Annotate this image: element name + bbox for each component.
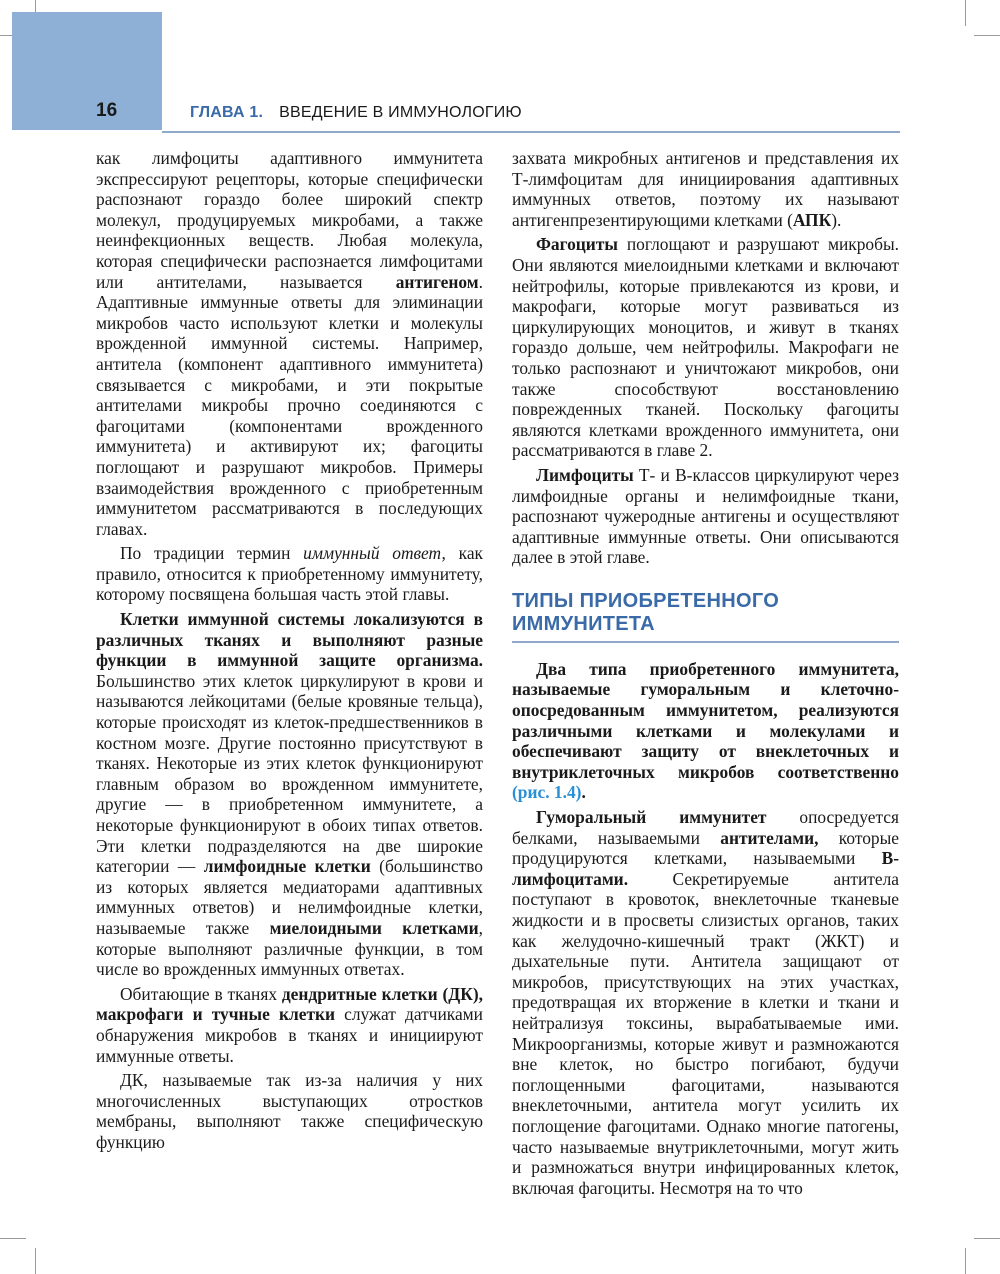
paragraph: Обитающие в тканях дендритные клетки (ДК), макрофаги и тучные клетки служат датчиками обнаружения микробов в тканях и инициируют иммунные ответы.	[96, 983, 483, 1066]
paragraph: захвата микробных антигенов и представления их Т-лимфоцитам для инициирования адаптивных иммунных ответов, поэтому их называют антигенпрезентирующими клетками (АПК).	[512, 148, 899, 230]
paragraph: По традиции термин иммунный ответ, как правило, относится к приобретенному иммунитету, которому посвящена большая часть этой главы.	[96, 543, 484, 605]
section-title-line: ИММУНИТЕТА	[512, 612, 655, 635]
paragraph: Гуморальный иммунитет опосредуется белками, называемыми антителами, которые продуцируются клетками, называемыми В-лимфоцитами. Секретируемые антитела поступают в кровоток, внеклеточные тканевые жидкости и в просветы слизистых органов, таких как желудочно-кишечный тракт (ЖКТ) и дыхательные пути. Антитела защищают от микробов, присутствующих на этих участках, предотвращая их вторжение в клетки и ткани и нейтрализуя токсины, вырабатываемые ими. Микроорганизмы, которые живут и размножаются вне клеток, но быстро погибают, будучи поглощенными фагоцитами, называются внеклеточными, антитела могут усилить их поглощение фагоцитами. Однако многие патогены, часто называемые внутриклеточными, могут жить и размножаться внутри инфицированных клеток, включая фагоциты. Несмотря на то что	[512, 807, 899, 1198]
crop-mark	[965, 1248, 966, 1274]
paragraph: Фагоциты поглощают и разрушают микробы. Они являются миелоидными клетками и включают нейтрофилы, которые привлекаются из крови, и макрофаги, которые могут развиваться из циркулирующих моноцитов, и живут в тканях гораздо дольше, чем нейтрофилы. Макрофаги не только распознают и уничтожают микробов, они также способствуют восстановлению поврежденных тканей. Поскольку фагоциты являются клетками врожденного иммунитета, они рассматриваются в главе 2.	[512, 234, 899, 461]
figure-reference-link[interactable]: (рис. 1.4)	[512, 782, 582, 803]
header-color-block	[12, 12, 162, 130]
section-title-line: ТИПЫ ПРИОБРЕТЕННОГО	[512, 589, 780, 612]
paragraph: Клетки иммунной системы локализуются в различных тканях и выполняют разные функции в иммунной защите организма. Большинство этих клеток циркулируют в крови и называются лейкоцитами (белые кровяные тельца), которые происходят из клеток-предшественников в костном мозге. Другие постоянно присутствуют в тканях. Некоторые из этих клеток функционируют главным образом во врожденном иммунитете, другие — в приобретенном иммунитете, а некоторые функционируют в обоих типах ответов. Эти клетки подразделяются на две широкие категории — лимфоидные клетки (большинство из которых является медиаторами адаптивных иммунных ответов) и нелимфоидные клетки, называемые также миелоидными клетками, которые выполняют различные функции, в том числе во врожденных иммунных ответах.	[96, 609, 483, 980]
paragraph: Лимфоциты Т- и В-классов циркулируют через лимфоидные органы и нелимфоидные ткани, распознают чужеродные антигены и осуществляют адаптивные иммунные ответы. Они описываются далее в этой главе.	[512, 464, 899, 568]
right-column	[512, 148, 899, 1198]
paragraph: Два типа приобретенного иммунитета, называемые гуморальным и клеточно-опосредованным иммунитетом, реализуются различными клетками и молекулами и обеспечивают защиту от внеклеточных и внутриклеточных микробов соответственно (рис. 1.4).	[512, 658, 899, 803]
page-number: 16	[96, 100, 118, 121]
crop-mark	[965, 0, 966, 26]
section-rule	[512, 641, 899, 643]
running-header	[190, 104, 522, 122]
chapter-title: ВВЕДЕНИЕ В ИММУНОЛОГИЮ	[279, 104, 522, 121]
crop-mark	[974, 1238, 1000, 1239]
paragraph: ДК, называемые так из-за наличия у них многочисленных выступающих отростков мембраны, выполняют также специфическую функцию	[96, 1070, 483, 1152]
section-heading	[512, 590, 899, 643]
crop-mark	[35, 1248, 36, 1274]
left-column	[96, 148, 483, 1153]
paragraph: как лимфоциты адаптивного иммунитета экспрессируют рецепторы, которые специфически распознают гораздо более широкий спектр молекул, продуцируемых микробами, а также неинфекционных веществ. Любая молекула, которая специфически распознается лимфоцитами или антителами, называется антигеном. Адаптивные иммунные ответы для элиминации микробов часто используют клетки и молекулы врожденной иммунной системы. Например, антитела (компонент адаптивного иммунитета) связывается с микробами, и эти покрытые антителами микробы прочно соединяются с фагоцитами (компонентами врожденного иммунитета) и активируют их; фагоциты поглощают и разрушают микробов. Примеры взаимодействия врожденного с приобретенным иммунитетом рассматриваются в последующих главах.	[96, 148, 483, 539]
crop-mark	[974, 35, 1000, 36]
chapter-label: ГЛАВА 1.	[190, 104, 264, 121]
header-rule	[162, 131, 900, 133]
crop-mark	[0, 1238, 26, 1239]
